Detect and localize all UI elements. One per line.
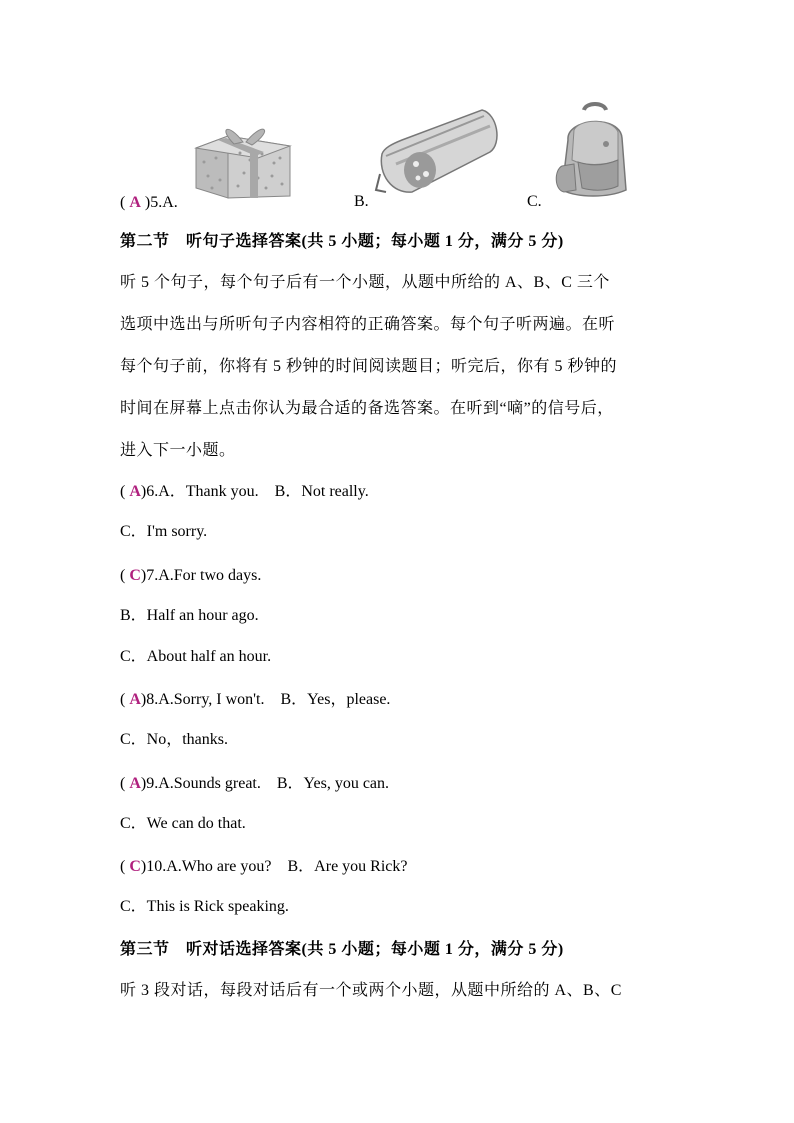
- section-2-instruction-4: 时间在屏幕上点击你认为最合适的备选答案。在听到“嘀”的信号后，: [120, 400, 614, 417]
- answer-6: A: [129, 483, 141, 500]
- answer-5: A: [129, 194, 141, 211]
- question-7-option-c: C．About half an hour.: [120, 648, 272, 665]
- answer-9: A: [129, 775, 141, 792]
- answer-7: C: [129, 567, 141, 584]
- question-8-line: ( A)8.A.Sorry, I won't. B．Yes，please.: [120, 691, 391, 708]
- gift-box-icon: [188, 118, 298, 200]
- question-7-option-b: B．Half an hour ago.: [120, 607, 259, 624]
- section-3-title: 第三节 听对话选择答案(共 5 小题；每小题 1 分，满分 5 分): [120, 941, 564, 958]
- backpack-icon: [548, 100, 642, 200]
- section-2-instruction-1: 听 5 个句子，每个句子后有一个小题，从题中所给的 A、B、C 三个: [120, 274, 610, 291]
- question-7-line: ( C)7.A.For two days.: [120, 567, 262, 584]
- question-6-line: ( A)6.A．Thank you. B．Not really.: [120, 483, 369, 500]
- question-10-line: ( C)10.A.Who are you? B．Are you Rick?: [120, 858, 408, 875]
- answer-8: A: [129, 691, 141, 708]
- option-b-label: B.: [354, 193, 369, 210]
- answer-10: C: [129, 858, 141, 875]
- pencil-case-icon: [372, 104, 506, 200]
- section-2-instruction-5: 进入下一小题。: [120, 442, 236, 459]
- question-9-option-c: C．We can do that.: [120, 815, 246, 832]
- option-c-label: C.: [527, 193, 542, 210]
- question-10-option-c: C．This is Rick speaking.: [120, 898, 289, 915]
- question-5-line: ( A )5.A.: [120, 194, 178, 211]
- section-3-instruction: 听 3 段对话，每段对话后有一个或两个小题，从题中所给的 A、B、C: [120, 982, 622, 999]
- question-6-option-c: C．I'm sorry.: [120, 523, 208, 540]
- question-8-option-c: C．No，thanks.: [120, 731, 229, 748]
- section-2-instruction-2: 选项中选出与所听句子内容相符的正确答案。每个句子听两遍。在听: [120, 316, 616, 333]
- question-9-line: ( A)9.A.Sounds great. B．Yes, you can.: [120, 775, 390, 792]
- section-2-title: 第二节 听句子选择答案(共 5 小题；每小题 1 分，满分 5 分): [120, 233, 564, 250]
- section-2-instruction-3: 每个句子前，你将有 5 秒钟的时间阅读题目；听完后，你有 5 秒钟的: [120, 358, 618, 375]
